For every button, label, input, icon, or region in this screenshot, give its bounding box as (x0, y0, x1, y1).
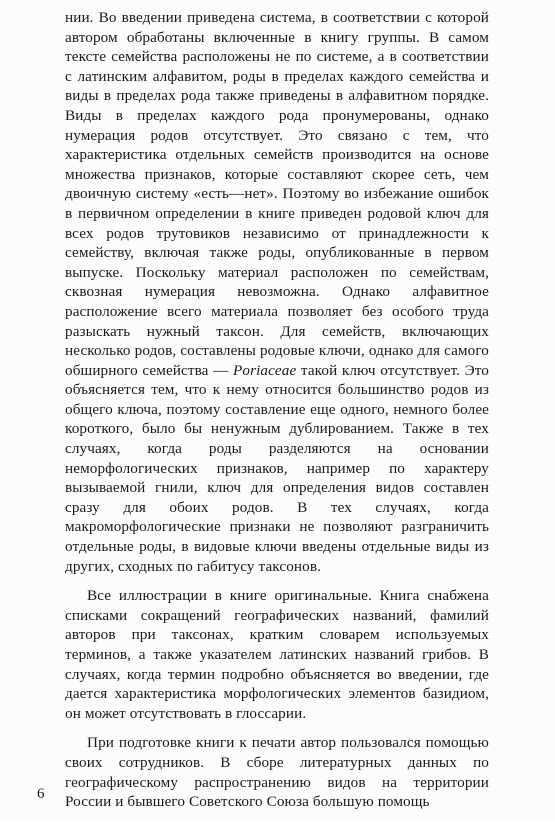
paragraph-3-text: При подготовке книги к печати автор пользовался помощью своих сотрудников. В сборе литературных данных по географическому распространению видов на территории России и бывшего Советского Союза большую помощь (65, 734, 489, 811)
paragraph-2 (65, 586, 489, 723)
page-number: 6 (37, 786, 45, 802)
paragraph-3 (65, 733, 489, 811)
paragraph-2-text: Все иллюстрации в книге оригинальные. Книга снабжена списками сокращений географических названий, фамилий авторов при таксонах, кратким словарем используемых терминов, а также указателем латинских названий грибов. В случаях, когда термин подробно объясняется во введении, где дается характеристика морфологических элементов базидиом, он может отсутствовать в глоссарии. (65, 587, 489, 722)
body-text (65, 8, 489, 822)
paragraph-1-italic-taxon: Poriaceae (233, 361, 297, 379)
paragraph-1-text: нии. Во введении приведена система, в соответствии с которой автором обработаны включенные в книгу группы. В самом тексте семейства расположены не по системе, а в соответствии с латинским алфавитом, роды в пределах каждого семейства и виды в пределах рода также приведены в алфавитном порядке. Виды в пределах каждого рода пронумерованы, однако нумерация родов отсутствует. Это связано с тем, что характеристика отдельных семейств производится на основе множества признаков, которые составляют скорее сеть, чем двоичную систему «есть—нет». Поэтому во избежание ошибок в первичном определении в книге приведен родовой ключ для всех родов трутовиков независимо от принадлежности к семейству, включая также роды, опубликованные в первом выпуске. Поскольку материал расположен по семействам, сквозная нумерация невозможна. Однако алфавитное расположение всего материала позволяет без особого труда разыскать нужный таксон. Для семейств, включающих несколько родов, составлены родовые ключи, однако для самого обширного семейства — (65, 9, 489, 379)
paragraph-1 (65, 8, 489, 576)
paragraph-1-text-after: такой ключ отсутствует. Это объясняется тем, что к нему относится большинство родов из общего ключа, поэтому составление еще одного, немного более короткого, было бы ненужным дублированием. Также в тех случаях, когда роды разделяются на основании неморфологических признаков, например по характеру вызываемой гнили, ключ для определения видов составлен сразу для обоих родов. В тех случаях, когда макроморфологические признаки не позволяют разграничить отдельные роды, в видовые ключи введены отдельные виды из других, сходных по габитусу таксонов. (65, 361, 489, 575)
